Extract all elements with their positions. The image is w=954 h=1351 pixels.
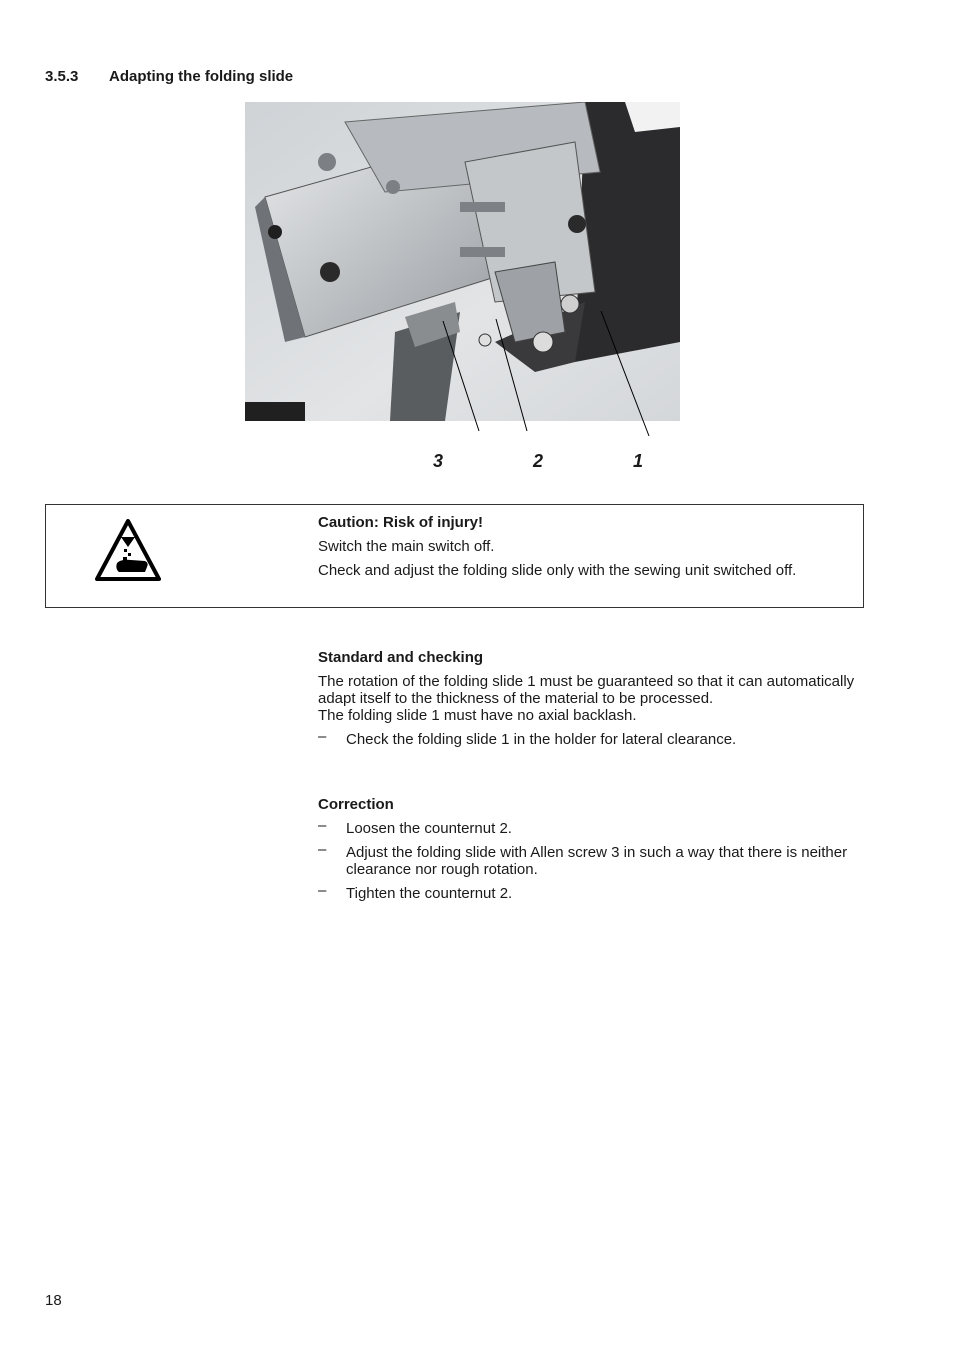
dash-bullet: – [318,817,327,834]
standard-section [318,649,858,755]
warning-line: Check and adjust the folding slide only with the sewing unit switched off. [318,562,797,579]
page-number: 18 [45,1292,62,1309]
section-number: 3.5.3 [45,68,79,85]
section-heading [45,68,293,85]
correction-section [318,796,858,909]
list-item [318,882,858,902]
warning-box [45,504,864,608]
warning-title: Caution: Risk of injury! [318,514,483,531]
dash-bullet: – [318,728,327,745]
correction-heading: Correction [318,796,394,813]
list-item-text: Loosen the counternut 2. [346,820,512,837]
dash-bullet: – [318,841,327,858]
standard-paragraph: The folding slide 1 must have no axial backlash. [318,707,637,724]
dash-bullet: – [318,882,327,899]
list-item [318,817,858,837]
warning-line: Switch the main switch off. [318,538,495,555]
list-item [318,841,858,878]
warning-text [318,514,848,586]
hand-crush-warning-icon [95,519,161,581]
callout-label-2: 2 [533,451,544,471]
standard-heading: Standard and checking [318,649,484,666]
standard-paragraph: The rotation of the folding slide 1 must be guaranteed so that it can automatically adapt itself to the thickness of the material to be processed. [318,673,855,707]
section-title: Adapting the folding slide [109,68,294,85]
list-item-text: Tighten the counternut 2. [346,885,513,902]
list-item [318,728,858,748]
callout-label-1: 1 [633,451,644,471]
list-item-text: Check the folding slide 1 in the holder for lateral clearance. [346,731,737,748]
list-item-text: Adjust the folding slide with Allen screw 3 in such a way that there is neither clearance nor rough rotation. [346,844,848,878]
callout-area [245,421,680,481]
callout-label-3: 3 [433,451,444,471]
